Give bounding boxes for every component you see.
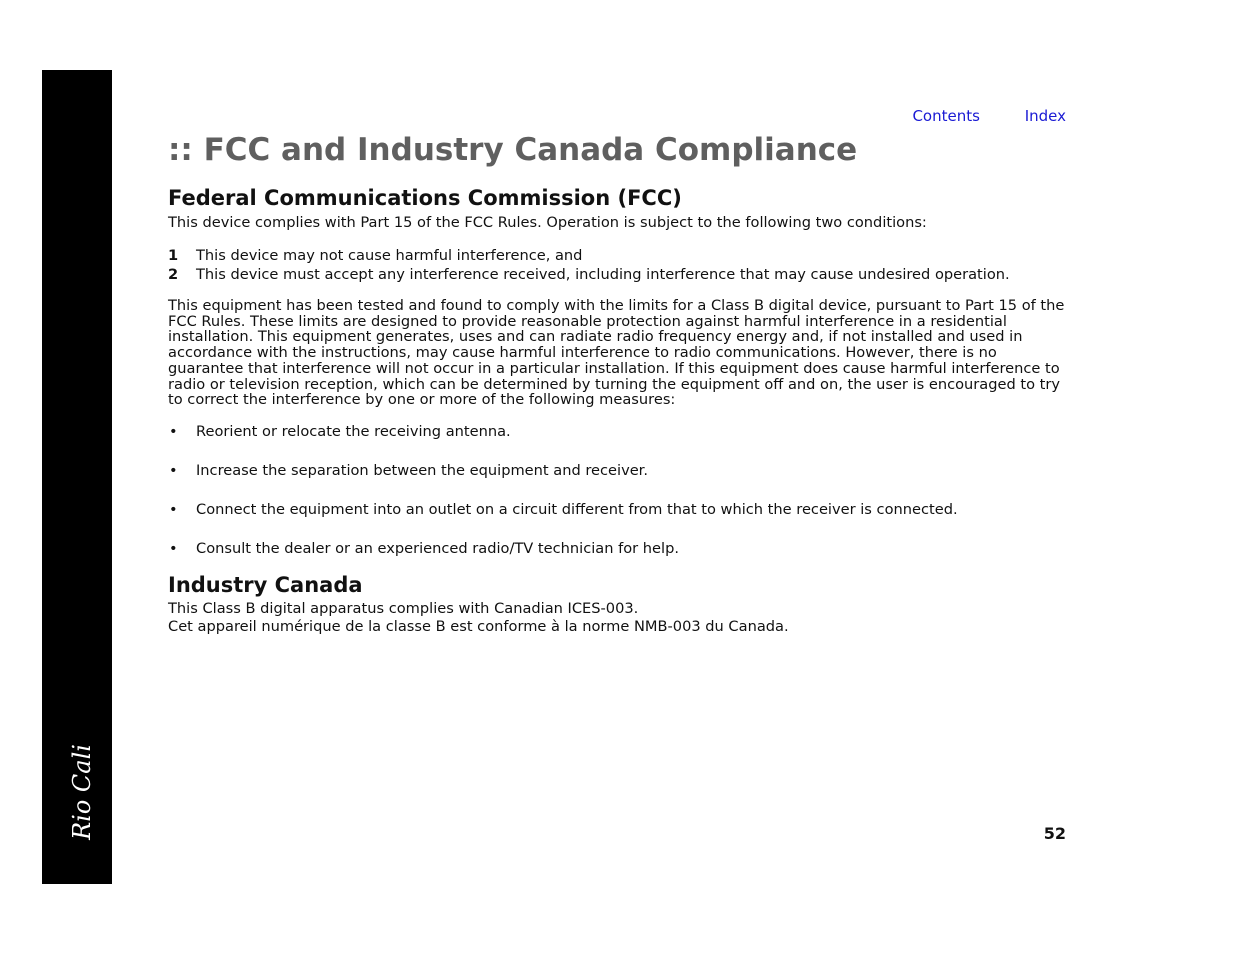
- measure-text: Increase the separation between the equipment and receiver.: [196, 461, 648, 479]
- bullet-icon: •: [169, 539, 178, 557]
- ices-statement-en: This Class B digital apparatus complies with Canadian ICES-003.: [168, 599, 639, 617]
- condition-number: 1: [168, 247, 179, 264]
- condition-number: 2: [168, 266, 179, 283]
- measure-item: [168, 501, 1068, 519]
- industry-canada-heading: Industry Canada: [168, 572, 363, 597]
- measure-item: [168, 540, 1068, 558]
- index-link[interactable]: Index: [1024, 107, 1066, 125]
- measure-text: Consult the dealer or an experienced radio/TV technician for help.: [196, 539, 679, 557]
- condition-item: [168, 265, 1068, 284]
- top-nav: [912, 107, 1066, 125]
- page-title: :: FCC and Industry Canada Compliance: [168, 132, 858, 168]
- measures-list: [168, 423, 1068, 558]
- fcc-heading: Federal Communications Commission (FCC): [168, 186, 682, 210]
- bullet-icon: •: [169, 461, 178, 479]
- page-number: 52: [1043, 824, 1066, 843]
- condition-text: This device must accept any interference received, including interference that may cause undesired operation.: [196, 266, 1010, 283]
- condition-item: [168, 246, 1068, 265]
- measure-text: Connect the equipment into an outlet on a circuit different from that to which the receiver is connected.: [196, 500, 958, 518]
- measure-item: [168, 423, 1068, 441]
- ices-statement-fr: Cet appareil numérique de la classe B est conforme à la norme NMB-003 du Canada.: [168, 617, 789, 635]
- fcc-intro: This device complies with Part 15 of the FCC Rules. Operation is subject to the following two conditions:: [168, 214, 927, 231]
- main-content: [168, 130, 1068, 636]
- fcc-paragraph: This equipment has been tested and found to comply with the limits for a Class B digital device, pursuant to Part 15 of the FCC Rules. These limits are designed to provide reasonable protection against harmful interference in a residential installation. This equipment generates, uses and can radiate radio frequency energy and, if not installed and used in accordance with the instructions, may cause harmful interference to radio communications. However, there is no guarantee that interference will not occur in a particular installation. If this equipment does cause harmful interference to radio or television reception, which can be determined by turning the equipment off and on, the user is encouraged to try to correct the interference by one or more of the following measures:: [168, 297, 1065, 409]
- measure-item: [168, 462, 1068, 480]
- bullet-icon: •: [169, 500, 178, 518]
- brand-label: Rio Cali: [68, 744, 96, 840]
- condition-text: This device may not cause harmful interference, and: [196, 247, 583, 264]
- measure-text: Reorient or relocate the receiving antenna.: [196, 422, 511, 440]
- fcc-conditions-list: [168, 246, 1068, 284]
- bullet-icon: •: [169, 422, 178, 440]
- contents-link[interactable]: Contents: [912, 107, 980, 125]
